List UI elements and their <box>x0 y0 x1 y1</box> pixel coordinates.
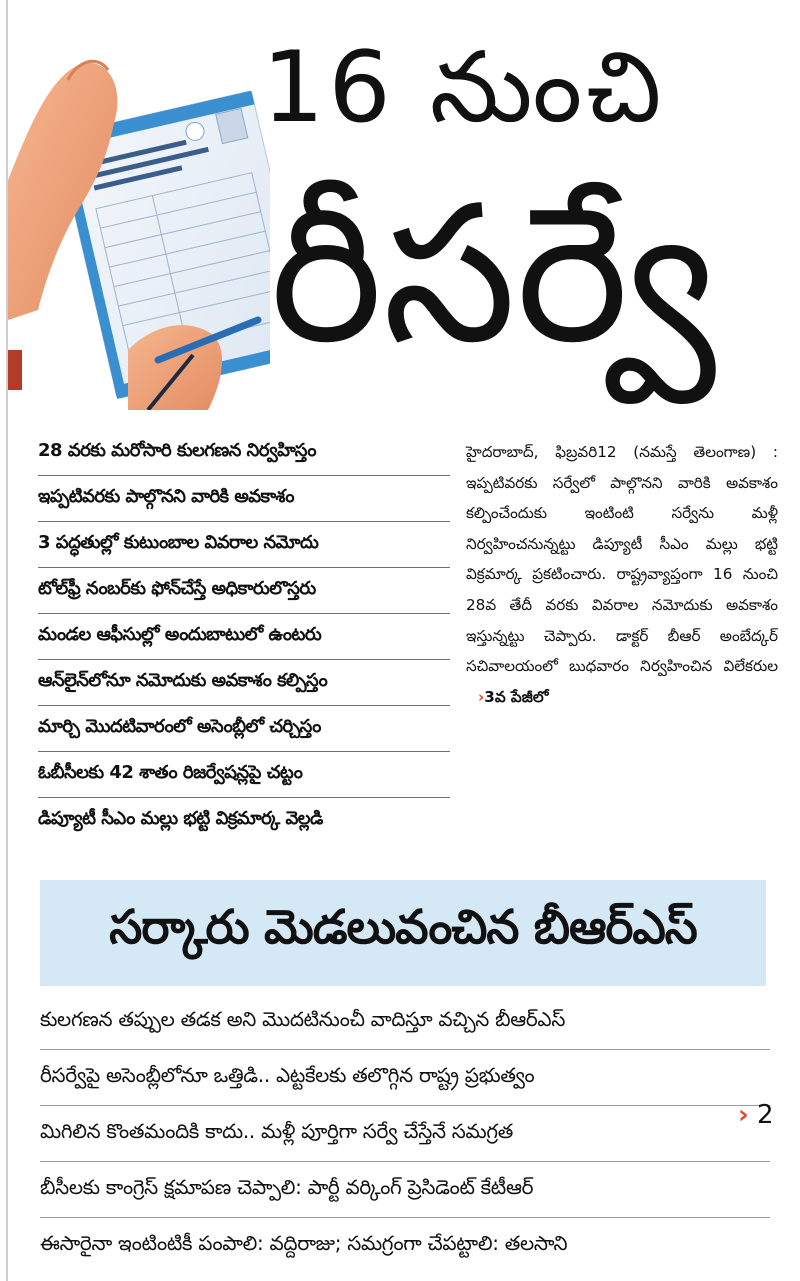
highlight-item: ఓబీసీలకు 42 శాతం రిజర్వేషన్లపై చట్టం <box>38 752 450 798</box>
survey-form-photo <box>8 20 270 410</box>
highlight-item: మండల ఆఫీసుల్లో అందుబాటులో ఉంటరు <box>38 614 450 660</box>
subhead-point: కులగణన తప్పుల తడక అని మొదటినుంచీ వాదిస్తూ వచ్చిన బీఆర్ఎస్ <box>40 994 770 1050</box>
article-body <box>466 437 778 712</box>
subhead-point: మిగిలిన కొంతమందికి కాదు.. మళ్లీ పూర్తిగా సర్వే చేస్తేనే సమగ్రత <box>40 1106 770 1162</box>
headline-line-2: రీసర్వే <box>270 164 716 385</box>
subhead-point: బీసీలకు కాంగ్రెస్ క్షమాపణ చెప్పాలి: పార్టీ వర్కింగ్ ప్రెసిడెంట్ కేటీఆర్ <box>40 1162 770 1218</box>
subhead-title: సర్కారు మెడలువంచిన బీఆర్ఎస్ <box>109 900 697 955</box>
page-reference[interactable] <box>738 1100 774 1130</box>
subhead-band <box>40 880 766 986</box>
continued-on-page[interactable]: 3వ పేజీలో <box>484 687 549 706</box>
article-text: హైదరాబాద్, ఫిబ్రవరి12 (నమస్తే తెలంగాణ) : ఇప్పటివరకు సర్వేలో పాల్గొనని వారికి అవకాశం కల్పించేందుకు ఇంటింటి సర్వేను మళ్లీ నిర్వహించనున్నట్టు డిప్యూటీ సీఎం మల్లు భట్టి విక్రమార్క ప్రకటించారు. రాష్ట్రవ్యాప్తంగా 16 నుంచి 28వ తేదీ వరకు వివరాల నమోదుకు అవకాశం ఇస్తున్నట్టు చెప్పారు. డాక్టర్ బీఆర్ అంబేద్కర్ సచివాలయంలో బుధవారం నిర్వహించిన విలేకరుల <box>466 443 778 676</box>
highlight-item: మార్చి మొదటివారంలో అసెంబ్లీలో చర్చిస్తం <box>38 706 450 752</box>
highlight-item: 28 వరకు మరోసారి కులగణన నిర్వహిస్తం <box>38 430 450 476</box>
highlight-item: డిప్యూటీ సీఎం మల్లు భట్టి విక్రమార్క వెల్లడి <box>38 808 323 829</box>
highlight-item: 3 పద్ధతుల్లో కుటుంబాల వివరాల నమోదు <box>38 522 450 568</box>
highlights-list <box>38 430 450 843</box>
headline-line-1: 16 నుంచి <box>262 31 666 145</box>
subhead-point: రీసర్వేపై అసెంబ్లీలోనూ ఒత్తిడి.. ఎట్టకేలకు తలొగ్గిన రాష్ట్ర ప్రభుత్వం <box>40 1050 770 1106</box>
highlight-item: టోల్‌ఫ్రీ నంబర్‌కు ఫోన్‌చేస్తే అధికారులొస్తరు <box>38 568 450 614</box>
highlight-item: ఇప్పటివరకు పాల్గొనని వారికి అవకాశం <box>38 476 450 522</box>
continue-arrow-icon: › <box>478 687 485 706</box>
subhead-points <box>40 994 770 1273</box>
subhead-point: ఈసారైనా ఇంటింటికీ పంపాలి: వద్దిరాజు; సమగ్రంగా చేపట్టాలి: తలసాని <box>40 1231 568 1255</box>
page-ref-arrow-icon: › <box>738 1100 749 1130</box>
highlight-item: ఆన్‌లైన్‌లోనూ నమోదుకు అవకాశం కల్పిస్తం <box>38 660 450 706</box>
page-ref-number: 2 <box>756 1100 774 1130</box>
